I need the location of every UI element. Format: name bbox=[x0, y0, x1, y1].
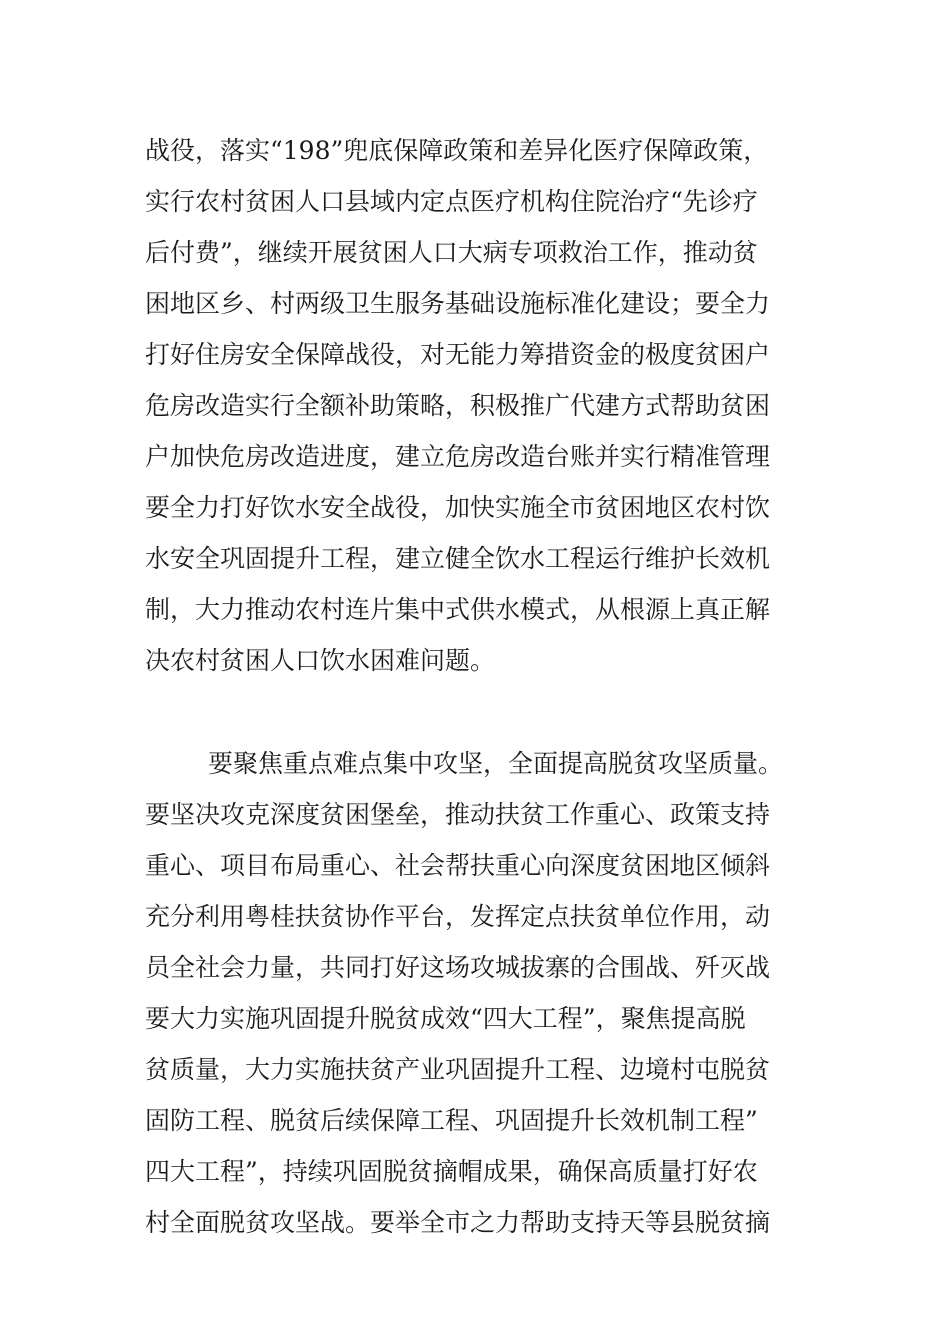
text-line: 实行农村贫困人口县域内定点医疗机构住院治疗“先诊疗 bbox=[145, 187, 758, 216]
text-line: 充分利用粤桂扶贫协作平台，发挥定点扶贫单位作用，动 bbox=[145, 902, 771, 931]
text-line: 贫质量，大力实施扶贫产业巩固提升工程、边境村屯脱贫 bbox=[145, 1055, 771, 1084]
text-line: 要坚决攻克深度贫困堡垒，推动扶贫工作重心、政策支持 bbox=[145, 800, 771, 829]
text-line: 户加快危房改造进度，建立危房改造台账并实行精准管理 bbox=[145, 442, 771, 471]
text-line: 决农村贫困人口饮水困难问题。 bbox=[145, 646, 496, 675]
text-line: 困地区乡、村两级卫生服务基础设施标准化建设；要全力 bbox=[145, 289, 771, 318]
text-line: 制，大力推动农村连片集中式供水模式，从根源上真正解 bbox=[145, 595, 771, 624]
text-line: 固防工程、脱贫后续保障工程、巩固提升长效机制工程” bbox=[145, 1106, 758, 1135]
text-line: 要大力实施巩固提升脱贫成效“四大工程”，聚焦提高脱 bbox=[145, 1004, 746, 1033]
text-line: 战役，落实“198”兜底保障政策和差异化医疗保障政策， bbox=[145, 136, 769, 165]
text-line: 村全面脱贫攻坚战。要举全市之力帮助支持天等县脱贫摘 bbox=[145, 1208, 771, 1237]
text-line: 要聚焦重点难点集中攻坚，全面提高脱贫攻坚质量。 bbox=[208, 749, 784, 778]
text-line: 后付费”，继续开展贫困人口大病专项救治工作，推动贫 bbox=[145, 238, 758, 267]
text-line: 要全力打好饮水安全战役，加快实施全市贫困地区农村饮 bbox=[145, 493, 771, 522]
text-line: 四大工程”，持续巩固脱贫摘帽成果，确保高质量打好农 bbox=[145, 1157, 758, 1186]
text-line: 打好住房安全保障战役，对无能力筹措资金的极度贫困户 bbox=[145, 340, 771, 369]
text-line: 危房改造实行全额补助策略，积极推广代建方式帮助贫困 bbox=[145, 391, 771, 420]
text-line: 水安全巩固提升工程，建立健全饮水工程运行维护长效机 bbox=[145, 544, 771, 573]
text-line: 重心、项目布局重心、社会帮扶重心向深度贫困地区倾斜 bbox=[145, 851, 771, 880]
text-line: 员全社会力量，共同打好这场攻城拔寨的合围战、歼灭战 bbox=[145, 953, 771, 982]
